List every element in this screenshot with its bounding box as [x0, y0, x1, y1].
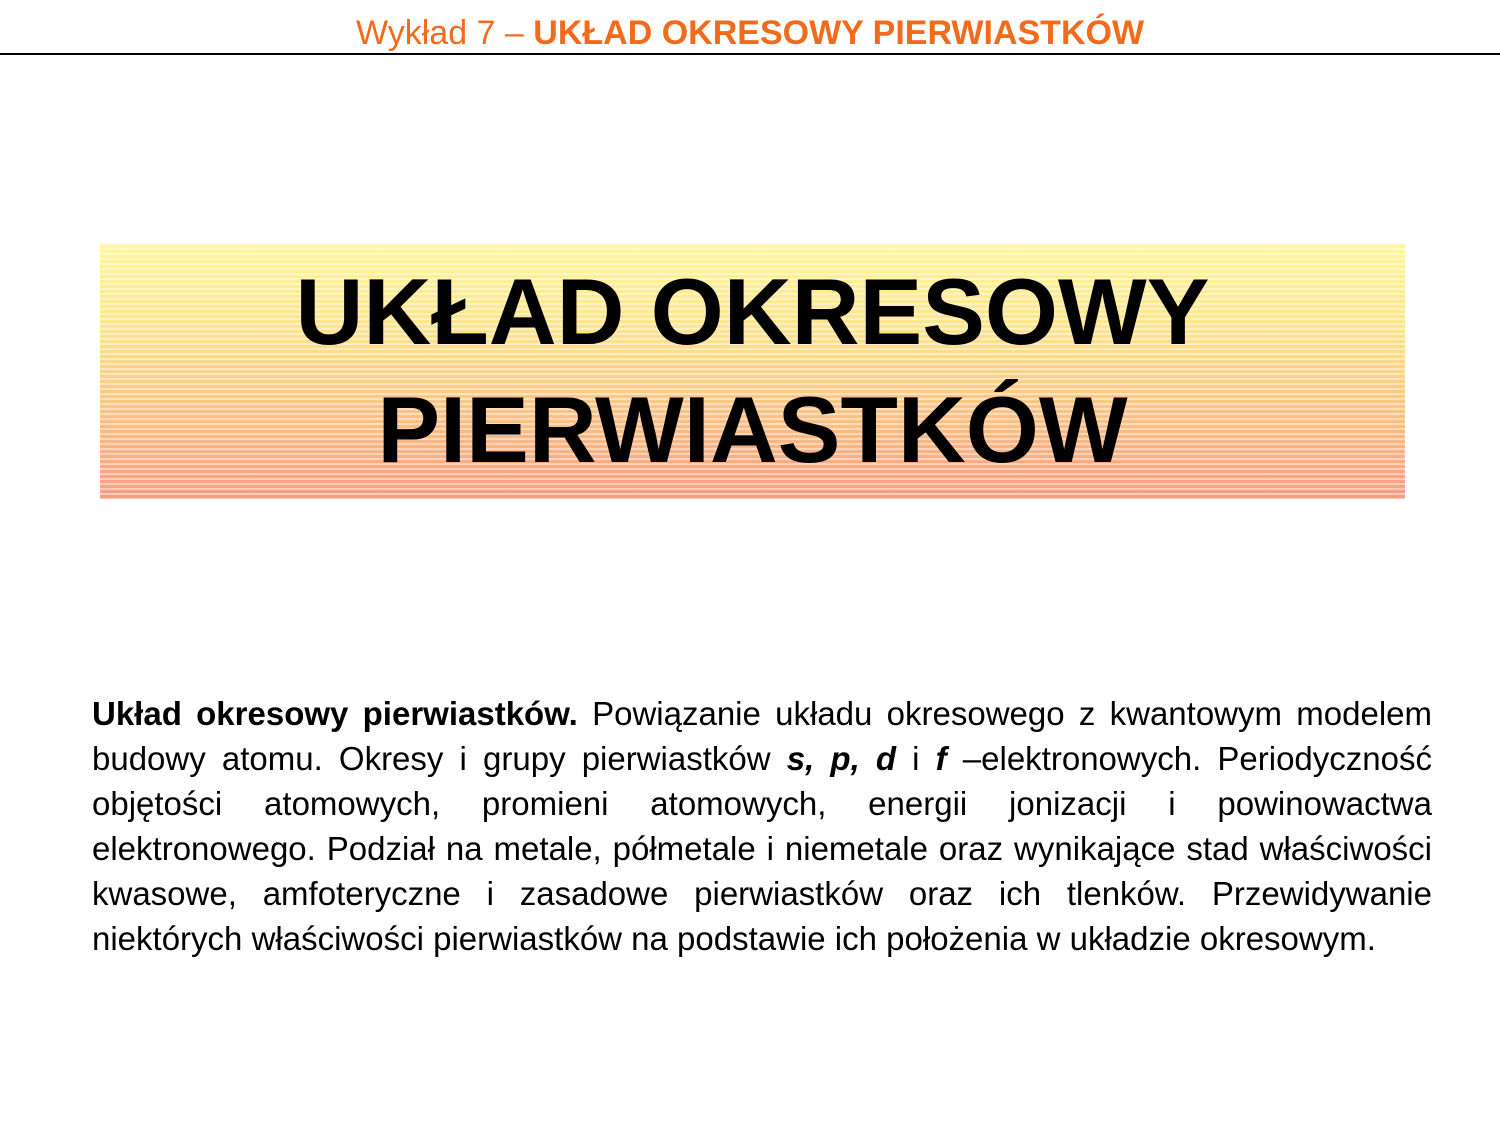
header-prefix: Wykład 7 –: [355, 14, 534, 52]
slide-header: [0, 0, 1500, 54]
description-part-2: –elektronowych. Periodyczność objętości atomowych, promieni atomowych, energii jonizacji i powinowactwa elektronowego. Podział na metale, półmetale i niemetale oraz wynikające stad właściwości kwasowe, amfoteryczne i zasadowe pierwiastków oraz ich tlenków. Przewidywanie niektórych właściwości pierwiastków na podstawie ich położenia w układzie okresowym.: [92, 740, 1432, 957]
title-banner: [100, 243, 1405, 499]
header-divider: [0, 53, 1500, 55]
title-line-1: UKŁAD OKRESOWY: [295, 259, 1210, 364]
orbital-d: d: [875, 740, 897, 777]
header-title: UKŁAD OKRESOWY PIERWIASTKÓW: [533, 14, 1145, 52]
separator-1: [814, 740, 830, 777]
orbital-p: p,: [830, 740, 860, 777]
lecture-description: [92, 691, 1432, 961]
separator-2: [860, 740, 876, 777]
conjunction-and: i: [896, 740, 936, 777]
description-lead: Układ okresowy pierwiastków.: [92, 695, 578, 732]
description-part-1: Powiązanie układu okresowego z kwantowym modelem budowy atomu. Okresy i grupy pierwiastków: [92, 695, 1432, 777]
orbital-s: s,: [786, 740, 815, 777]
title-line-2: PIERWIASTKÓW: [377, 377, 1128, 482]
orbital-f: f: [935, 740, 947, 777]
